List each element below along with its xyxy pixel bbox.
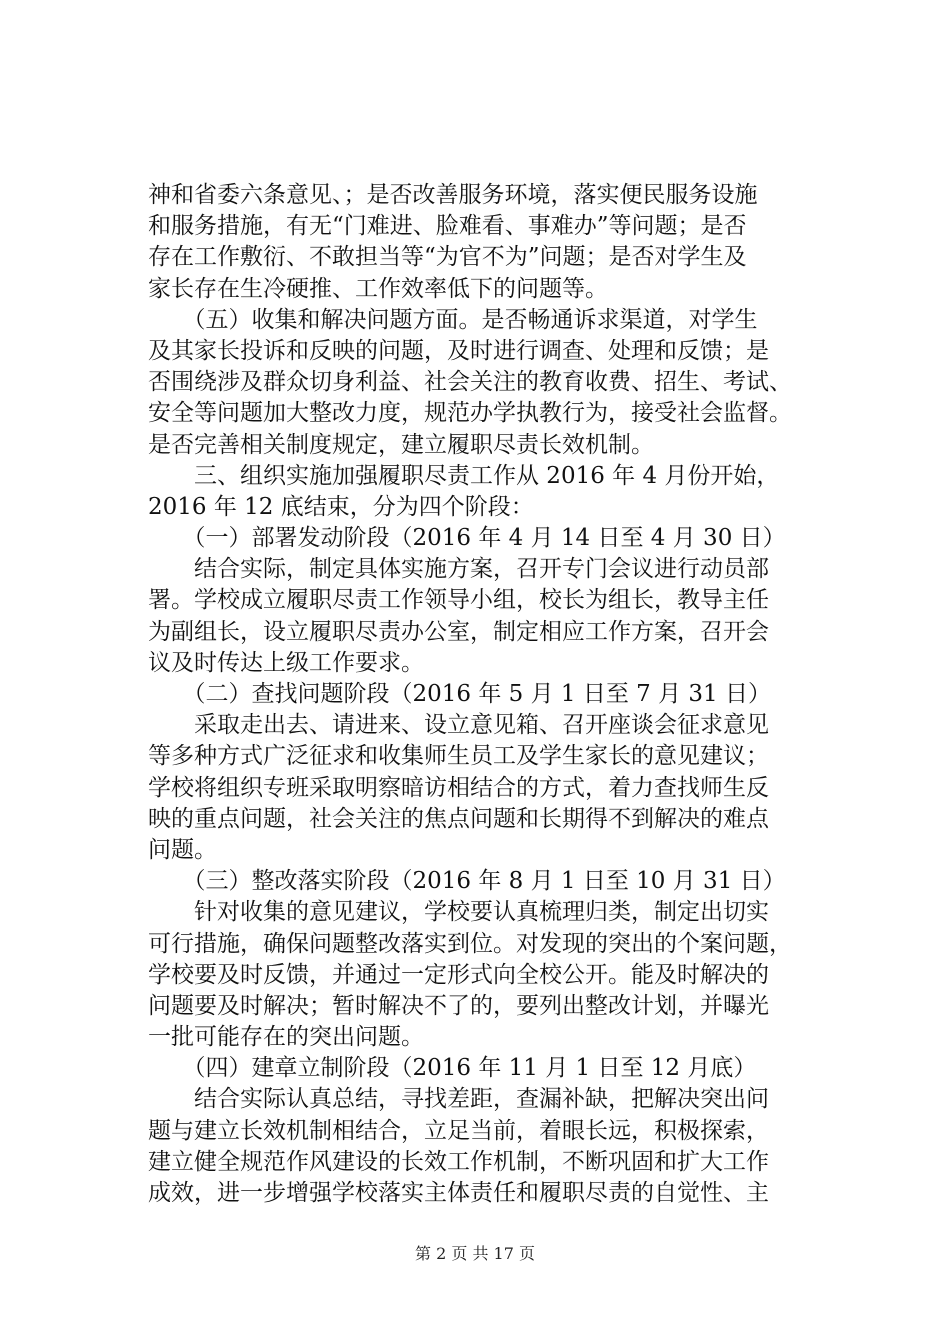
text-line: 神和省委六条意见、；是否改善服务环境，落实便民服务设施 <box>148 182 758 208</box>
text-line: 否围绕涉及群众切身利益、社会关注的教育收费、招生、考试、 <box>148 369 792 396</box>
text-line: 结合实际，制定具体实施方案，召开专门会议进行动员部 <box>148 556 769 583</box>
text-line: 为副组长，设立履职尽责办公室，制定相应工作方案，召开会 <box>148 618 769 645</box>
stage-two-heading: （二）查找问题阶段（2016 年 5 月 1 日至 7 月 31 日） <box>148 681 771 707</box>
text-line: 安全等问题加大整改力度，规范办学执教行为，接受社会监督。 <box>148 400 792 427</box>
body-text <box>148 180 833 1209</box>
text-line: 成效，进一步增强学校落实主体责任和履职尽责的自觉性、主 <box>148 1180 769 1206</box>
text-line: 和服务措施，有无“门难进、脸难看、事难办”等问题；是否 <box>148 213 747 240</box>
text-line: 议及时传达上级工作要求。 <box>148 649 424 676</box>
page-number-footer: 第 2 页 共 17 页 <box>415 1244 535 1263</box>
text-line: 是否完善相关制度规定，建立履职尽责长效机制。 <box>148 431 654 458</box>
text-line: 2016 年 12 底结束，分为四个阶段： <box>148 493 534 520</box>
text-line: 家长存在生冷硬推、工作效率低下的问题等。 <box>148 275 608 302</box>
text-line: 针对收集的意见建议，学校要认真梳理归类，制定出切实 <box>148 899 769 926</box>
text-line: 等多种方式广泛征求和收集师生员工及学生家长的意见建议； <box>148 743 769 770</box>
text-line: 学校要及时反馈，并通过一定形式向全校公开。能及时解决的 <box>148 961 769 988</box>
text-line: 结合实际认真总结，寻找差距，查漏补缺，把解决突出问 <box>148 1086 769 1113</box>
text-line: 映的重点问题，社会关注的焦点问题和长期得不到解决的难点 <box>148 805 769 832</box>
text-line: 存在工作敷衍、不敢担当等“为官不为”问题；是否对学生及 <box>148 244 747 271</box>
section-five-heading-line: （五）收集和解决问题方面。是否畅通诉求渠道，对学生 <box>148 306 758 333</box>
text-line: 及其家长投诉和反映的问题，及时进行调查、处理和反馈；是 <box>148 337 769 364</box>
text-line: 采取走出去、请进来、设立意见箱、召开座谈会征求意见 <box>148 712 769 739</box>
text-line: 可行措施，确保问题整改落实到位。对发现的突出的个案问题， <box>148 930 792 957</box>
text-line: 问题要及时解决；暂时解决不了的，要列出整改计划，并曝光 <box>148 992 769 1019</box>
text-line: 建立健全规范作风建设的长效工作机制，不断巩固和扩大工作 <box>148 1148 769 1175</box>
stage-one-heading: （一）部署发动阶段（2016 年 4 月 14 日至 4 月 30 日） <box>148 525 786 552</box>
text-line: 题与建立长效机制相结合，立足当前，着眼长远，积极探索， <box>148 1117 769 1144</box>
section-three-heading-line: 三、组织实施加强履职尽责工作从 2016 年 4 月份开始， <box>148 462 780 489</box>
text-line: 问题。 <box>148 836 217 863</box>
stage-three-heading: （三）整改落实阶段（2016 年 8 月 1 日至 10 月 31 日） <box>148 868 786 895</box>
text-line: 一批可能存在的突出问题。 <box>148 1024 424 1051</box>
text-line: 学校将组织专班采取明察暗访相结合的方式，着力查找师生反 <box>148 774 769 801</box>
text-line: 署。学校成立履职尽责工作领导小组，校长为组长，教导主任 <box>148 587 769 614</box>
stage-four-heading: （四）建章立制阶段（2016 年 11 月 1 日至 12 月底） <box>148 1055 757 1082</box>
